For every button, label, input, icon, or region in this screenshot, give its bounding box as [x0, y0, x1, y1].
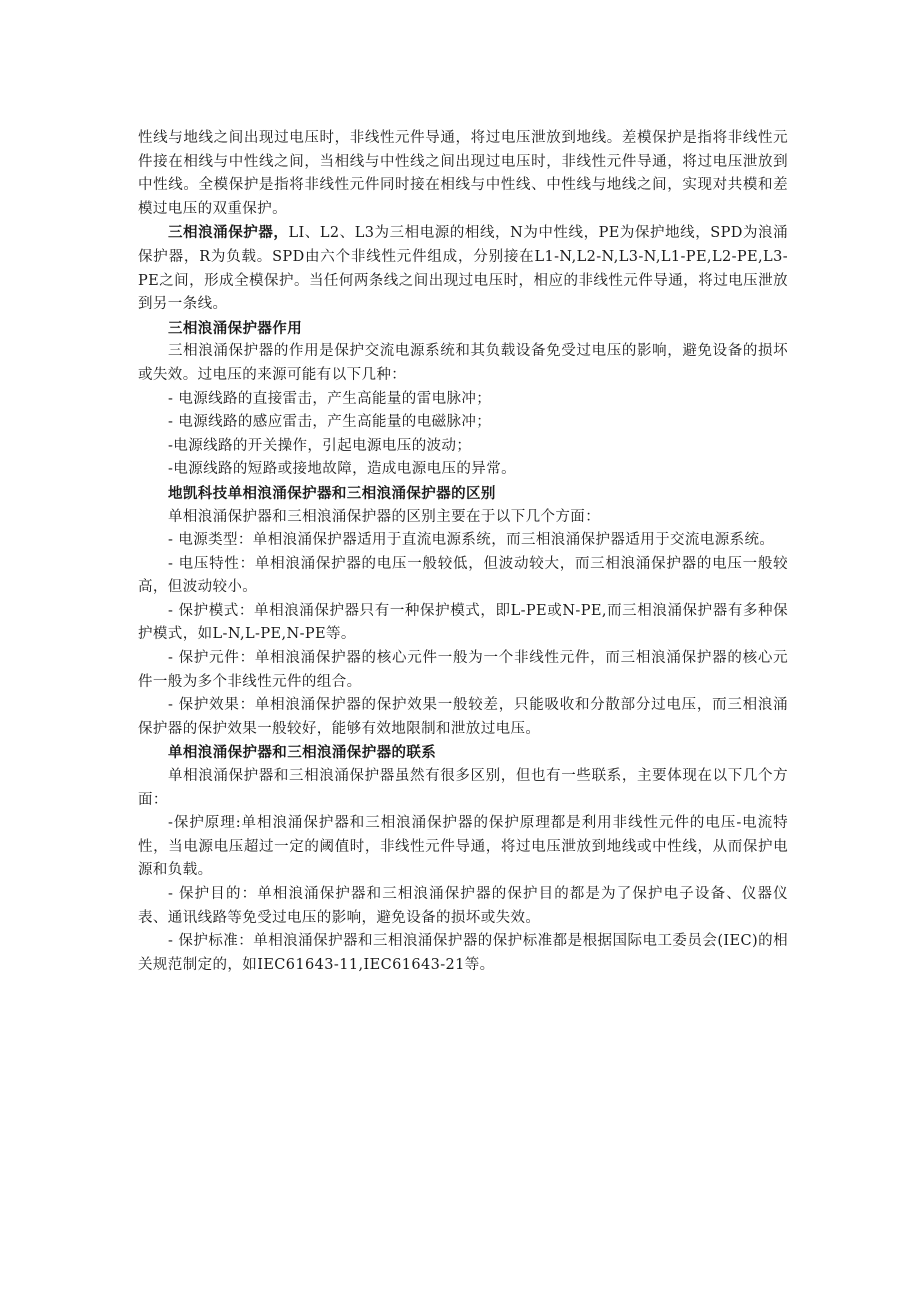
- paragraph-three-phase-spd: [138, 221, 788, 316]
- paragraph-lead: 三相浪涌保护器，: [168, 224, 289, 242]
- section-heading-function: 三相浪涌保护器作用: [168, 319, 303, 337]
- list-item: - 电源线路的直接雷击，产生高能量的雷电脉冲；: [168, 390, 492, 407]
- section-heading-relations: 单相浪涌保护器和三相浪涌保护器的联系: [168, 744, 437, 762]
- list-item: - 电源类型：单相浪涌保护器适用于直流电源系统，而三相浪涌保护器适用于交流电源系统。: [168, 532, 775, 549]
- paragraph-relations-intro: 单相浪涌保护器和三相浪涌保护器虽然有很多区别，但也有一些联系，主要体现在以下几个方面：: [138, 768, 788, 808]
- list-item: - 保护元件：单相浪涌保护器的核心元件一般为一个非线性元件，而三相浪涌保护器的核心元件一般为多个非线性元件的组合。: [138, 650, 788, 690]
- paragraph-common-differential-mode: 性线与地线之间出现过电压时，非线性元件导通，将过电压泄放到地线。差模保护是指将非线性元件接在相线与中性线之间，当相线与中性线之间出现过电压时，非线性元件导通，将过电压泄放到中性线。全模保护是指将非线性元件同时接在相线与中性线、中性线与地线之间，实现对共模和差模过电压的双重保护。: [138, 130, 788, 217]
- list-item: -电源线路的短路或接地故障，造成电源电压的异常。: [168, 461, 516, 478]
- section-heading-differences: 地凯科技单相浪涌保护器和三相浪涌保护器的区别: [168, 484, 496, 502]
- list-item: - 保护效果：单相浪涌保护器的保护效果一般较差，只能吸收和分散部分过电压，而三相浪涌保护器的保护效果一般较好，能够有效地限制和泄放过电压。: [138, 697, 788, 737]
- list-item: -保护原理:单相浪涌保护器和三相浪涌保护器的保护原理都是利用非线性元件的电压-电流特性，当电源电压超过一定的阈值时，非线性元件导通，将过电压泄放到地线或中性线，从而保护电源和负载。: [138, 815, 788, 879]
- list-item: - 保护目的：单相浪涌保护器和三相浪涌保护器的保护目的都是为了保护电子设备、仪器仪表、通讯线路等免受过电压的影响，避免设备的损坏或失效。: [138, 886, 788, 926]
- paragraph-text: LI、L2、L3为三相电源的相线，N为中性线，PE为保护地线，SPD为浪涌保护器，R为负载。SPD由六个非线性元件组成，分别接在L1-N,L2-N,L3-N,L1-PE,L2-PE,L3-PE之间，形成全模保护。当任何两条线之间出现过电压时，相应的非线性元件导通，将过电压泄放到另一条线。: [138, 225, 788, 313]
- list-item: - 保护模式：单相浪涌保护器只有一种保护模式，即L-PE或N-PE,而三相浪涌保护器有多种保护模式，如L-N,L-PE,N-PE等。: [138, 602, 788, 643]
- paragraph-function: 三相浪涌保护器的作用是保护交流电源系统和其负载设备免受过电压的影响，避免设备的损坏或失效。过电压的来源可能有以下几种：: [138, 343, 788, 383]
- list-item: -电源线路的开关操作，引起电源电压的波动；: [168, 437, 472, 454]
- paragraph-differences-intro: 单相浪涌保护器和三相浪涌保护器的区别主要在于以下几个方面：: [168, 508, 601, 525]
- list-item: - 保护标准：单相浪涌保护器和三相浪涌保护器的保护标准都是根据国际电工委员会(IEC)的相关规范制定的，如IEC61643-11,IEC61643-21等。: [138, 933, 788, 973]
- list-item: - 电源线路的感应雷击，产生高能量的电磁脉冲；: [168, 414, 492, 431]
- list-item: - 电压特性：单相浪涌保护器的电压一般较低，但波动较大，而三相浪涌保护器的电压一般较高，但波动较小。: [138, 555, 788, 596]
- document-body: [138, 127, 788, 977]
